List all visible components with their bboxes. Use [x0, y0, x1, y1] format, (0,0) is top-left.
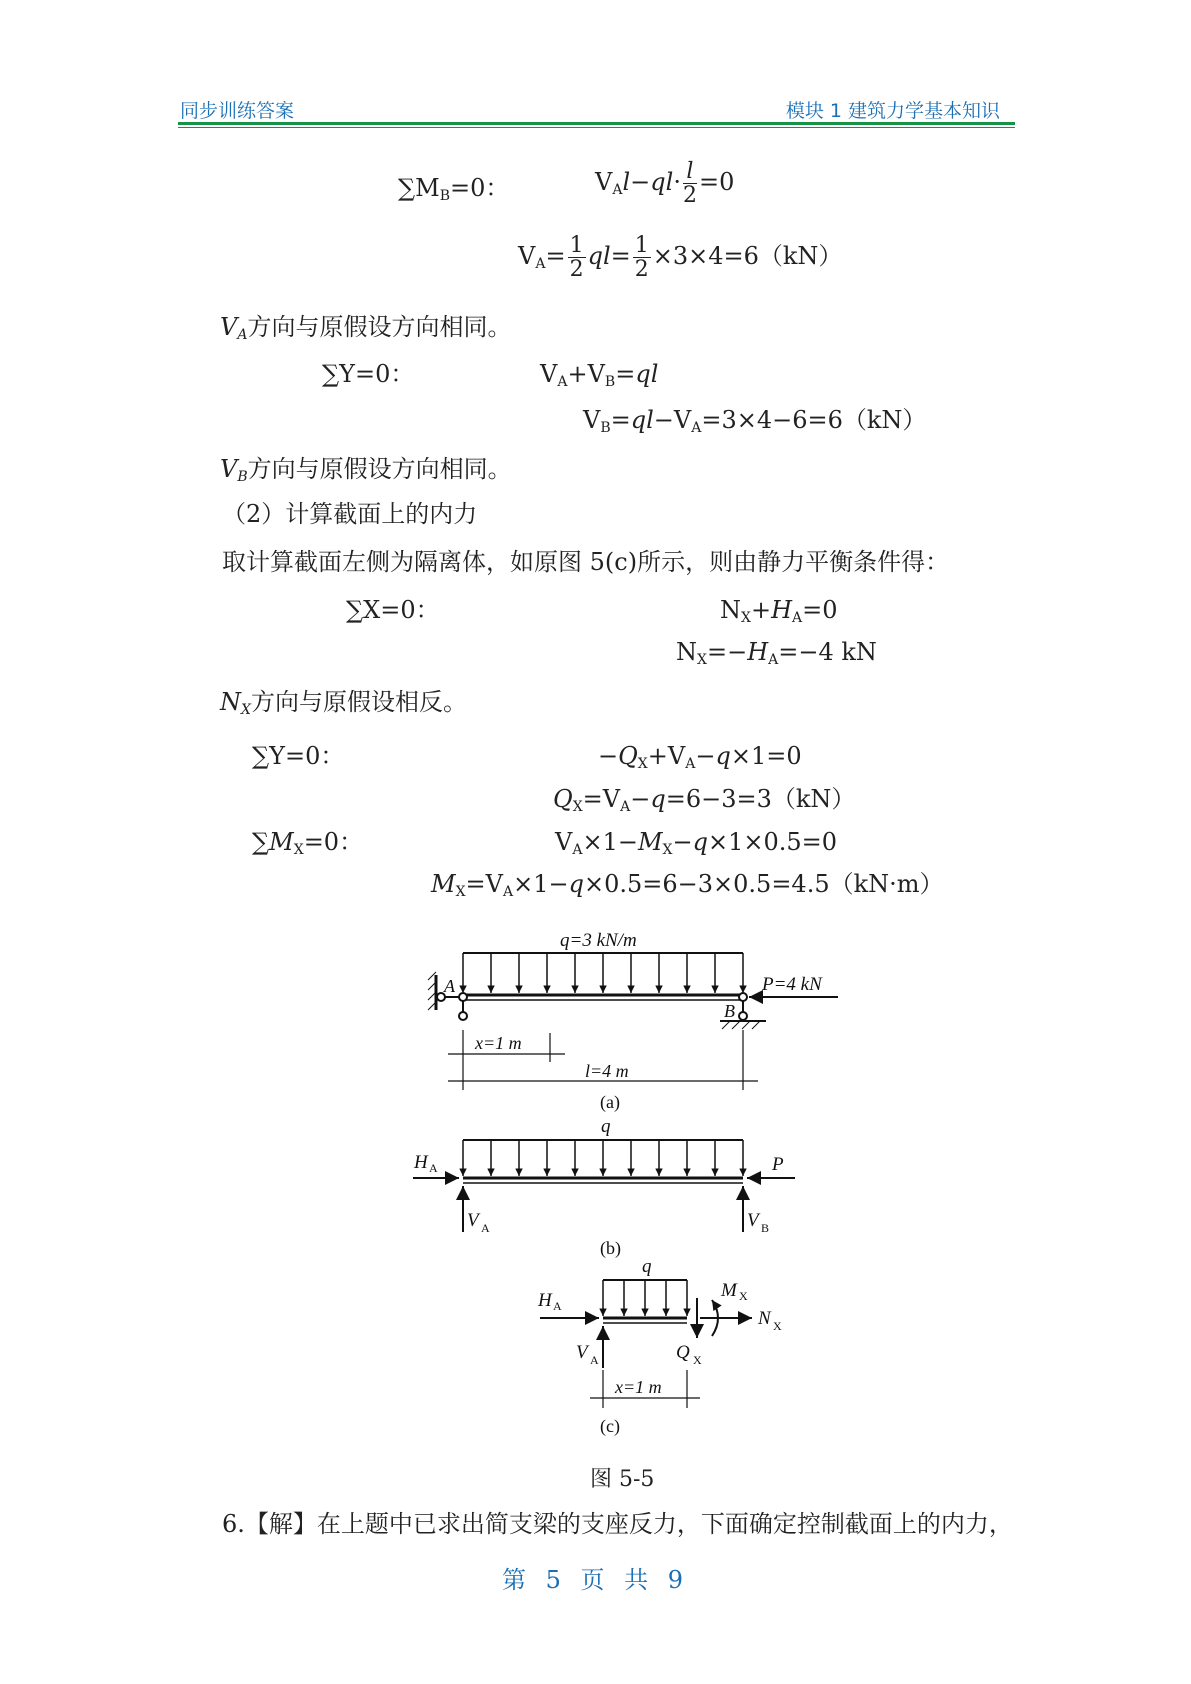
figure-title: 图 5-5: [590, 1467, 655, 1492]
p-load-label: P=4 kN: [762, 974, 822, 995]
eq-mx-1: $V_A\times 1-M_X-q\times 1\times 0.5=0$: [555, 828, 838, 858]
caption-b: (b): [600, 1238, 621, 1258]
nx-direction-note: $N_X$方向与原假设相反。: [220, 688, 467, 718]
distributed-load-arrows-b: [463, 1140, 743, 1176]
svg-text:A: A: [444, 976, 455, 996]
support-b: [720, 993, 766, 1029]
page-footer: 第 5 页 共 9: [501, 1566, 690, 1594]
va-direction-note: $V_A$方向与原假设方向相同。: [220, 313, 512, 343]
header-left-title: 同步训练答案: [180, 100, 295, 122]
svg-text:A: A: [553, 1299, 562, 1313]
eq-mx-2: $M_X=V_A\times 1-q\times 0.5=6-3\times 0.5=4.5(kN\cdot m)$: [431, 870, 944, 900]
svg-text:A: A: [481, 1221, 490, 1235]
eq-qx-1: $-Q_X+V_A-q\times 1=0$: [598, 742, 802, 772]
figure-c: [537, 1256, 782, 1437]
eq-sum-mb: $V_Al-ql\cdot$ $\frac{l}{2}$ =0: [595, 159, 735, 209]
svg-text:P: P: [772, 1154, 784, 1175]
support-a: [428, 972, 467, 1020]
svg-text:q: q: [642, 1256, 652, 1277]
solution-6-text: 6.【解】在上题中已求出简支梁的支座反力，下面确定控制截面上的内力，: [222, 1510, 1013, 1538]
q-load-label: q=3 kN/m: [560, 930, 637, 951]
svg-text:A: A: [590, 1353, 599, 1367]
eq-qx-2: $Q_X=V_A-q=6-3=3(kN)$: [553, 785, 856, 815]
vb-direction-note: $V_B$方向与原假设方向相同。: [220, 455, 512, 485]
svg-text:V: V: [467, 1210, 479, 1231]
eq-nx-1: $N_X+H_A=0$: [720, 596, 838, 626]
eq-va: $V_A=$ $\frac{1}{2}$ ql= $\frac{1}{2}$ ×3×4=6（kN）: [518, 233, 843, 283]
svg-text:Q: Q: [676, 1342, 690, 1363]
svg-text:N: N: [758, 1308, 771, 1329]
svg-text:B: B: [724, 1001, 735, 1021]
svg-text:X: X: [773, 1319, 782, 1333]
eq-sum-y-label-1: ∑Y=0：: [322, 360, 415, 388]
x-dimension-label-c: x=1 m: [615, 1377, 662, 1397]
distributed-load-arrows-c: [603, 1280, 687, 1316]
svg-text:M: M: [721, 1280, 737, 1301]
eq-sum-y-label-2: ∑Y=0：: [252, 742, 345, 770]
l-dimension-label: l=4 m: [585, 1061, 629, 1081]
svg-text:H: H: [538, 1290, 552, 1311]
svg-text:X: X: [739, 1289, 748, 1303]
eq-va-vb: $V_A+V_B=ql$: [540, 360, 659, 390]
svg-text:V: V: [576, 1342, 588, 1363]
distributed-load-arrows-a: [463, 953, 743, 993]
eq-sum-mb-label: $\sum M_B=0$：: [398, 174, 510, 204]
figure-b: [413, 1116, 795, 1259]
caption-c: (c): [600, 1416, 620, 1436]
caption-a: (a): [600, 1092, 620, 1112]
svg-text:V: V: [747, 1210, 759, 1231]
svg-text:q: q: [601, 1116, 611, 1137]
x-dimension-label-a: x=1 m: [475, 1033, 522, 1053]
eq-sum-mx-label: $\sum M_X=0$：: [252, 828, 364, 858]
intro-text: 取计算截面左侧为隔离体，如原图 5(c)所示，则由静力平衡条件得：: [222, 548, 950, 576]
svg-text:H: H: [414, 1152, 428, 1173]
svg-text:B: B: [761, 1221, 770, 1235]
eq-sum-x-label: ∑X=0：: [346, 596, 440, 624]
svg-text:A: A: [429, 1161, 438, 1175]
eq-vb: $V_B=ql-V_A=3\times 4-6=6(kN)$: [583, 406, 927, 436]
svg-text:X: X: [693, 1353, 702, 1367]
eq-nx-2: $N_X=-H_A=-4$ kN: [676, 638, 877, 668]
header-right-title: 模块 1 建筑力学基本知识: [785, 100, 1000, 122]
figure-a: [428, 930, 838, 1113]
step-2-heading: （2）计算截面上的内力: [222, 500, 478, 528]
